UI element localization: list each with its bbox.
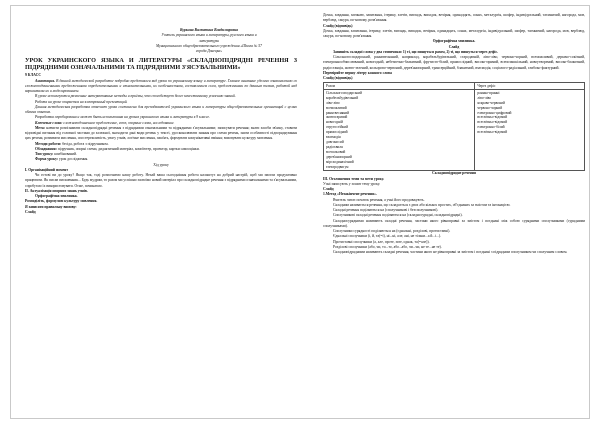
list-item: електронно-білий — [477, 125, 505, 130]
stage2-line: Я записати правильну вимову: — [25, 204, 77, 209]
slide-answer-label: Слайд (відповідь) — [323, 23, 353, 28]
word-table — [323, 82, 585, 171]
table-row — [324, 90, 585, 171]
stage1-text: Чи готові ви до уроку? Якщо так, тоді розпочнемо нашу роботу. Нехай ваша сьогоднішня робота налаштує на добрий настрій, щоб ми змогли продуктивно працювати. Як писав письменник... Будь мудрим, то разом ми успішно засвоїмо новий матеріал про складнопідрядне речення з підрядними означальними та з'ясувальними, спробуємо їх використовувати. Отже, починаємо. — [25, 173, 297, 188]
table-cell-together — [324, 90, 475, 171]
list-item: всесвітньо-відомий — [477, 120, 508, 125]
method-heading: 1.Метод «Незакінчене речення». — [323, 192, 377, 197]
equipment-paragraph: Обладнання: підручник, опорні схеми, дидактичний матеріал, комп'ютер, проектор, картки самооцінки. — [35, 146, 200, 151]
form-paragraph: Форма уроку: урок дослідження. — [35, 157, 89, 162]
annotation-paragraph: Разработка опробирована и может быть использована на уроках украинского языка и литературы в 9 классе. — [35, 115, 211, 120]
stage1-heading: І. Організаційний момент — [25, 167, 69, 172]
lesson-title: УРОК УКРАИНСКОГО ЯЗЫКА И ЛИТЕРАТУРЫ «СКЛАДНОПІДРЯДНІ РЕЧЕННЯ З ПІДРЯДНИМИ ОЗНАЧАЛЬНИМИ ТА ПІДРЯДНИМИ З'ЯСУВАЛЬНИМИ» — [25, 57, 297, 71]
list-item: всесвітньо-відомий — [477, 130, 508, 135]
list-item: мірсходинахічний — [326, 160, 354, 165]
list-item: Сільськогосподарський — [326, 90, 362, 95]
author-name: Куркина Валентина Владимировна — [180, 28, 238, 32]
method-item: Складносурядними називають складні речення, частини якого рівноправні за змістом і поєднані між собою сурядними сполучниками (сурядними сполучниками). — [323, 218, 585, 228]
list-item: отрутостійкий — [326, 125, 348, 130]
method-item: Єднальні сполучники (і, й, та(=і), ні...ні, але, ані, не тільки...а й...і...). — [333, 234, 442, 239]
annotation-paragraph: Работа на уроке опирается на электронный презентаций. — [35, 99, 128, 104]
list-item: ранньо-прянні — [477, 90, 500, 95]
table-header-cell: Через дефіс — [475, 83, 585, 90]
method-item: Складнопідрядними називають складні речення, частини якого не рівноправні за змістом і поєднані з підрядним сполучником чи сполучним словом. — [333, 250, 568, 255]
stage2-line: Розподіліть, формулою культуру мовлення. — [25, 199, 98, 204]
list-item: всеможливий — [326, 105, 347, 110]
method-item: Сполучники сурядності поділяються на (єднальні, розділові, протиставні). — [333, 229, 451, 234]
method-item: Сполучникові складні речення поділяються на (складносурядні, складнопідрядні). — [333, 213, 463, 218]
lesson-type-paragraph: Тип уроку: комбінований. — [35, 152, 77, 157]
author-school: Муниципального общеобразовательного учреждения «Школа № 57 города Донецка» — [156, 43, 262, 53]
annotation-block — [25, 79, 297, 126]
list-item: раннєвесняний — [326, 110, 350, 115]
annotation-paragraph: Данная методическая разработка отвечает урока составлена для преподавателей украинского языка и литературы общеобразовательных организаций с целью обмена опытом. — [25, 104, 297, 115]
check-heading: Перевіряйте першу літеру кожного слова — [323, 70, 392, 75]
method-item: Складним називається речення, що складається з двох або кількох простих, об'єднаних за змістом та інтонацією. — [333, 202, 511, 207]
stage2-line: Орфографічна хвилинка. — [35, 194, 78, 199]
list-item: довгоносий — [326, 140, 344, 145]
orfo-heading: Орфографічна хвилинка. — [432, 39, 476, 44]
table-cell-hyphen — [475, 90, 585, 171]
document-page — [10, 5, 590, 419]
method-item: Складні речення поділяються на (сполучникові і безсполучникові). — [333, 208, 439, 213]
author-block — [153, 28, 265, 54]
list-item: жовтогарячий — [326, 115, 348, 120]
method-item: Протиставні сполучники (а, але, проте, зате, однак, та(=але)). — [333, 239, 430, 244]
author-position: Учитель украинского языка и литературы, русского языка и литературы — [161, 33, 257, 43]
slide-answer-label: Слайд (відповідь) — [323, 76, 353, 80]
goal-paragraph: Мета: навчити розпізнавати складнопідрядні речення з підрядними означальними та підрядними з'ясувальними; записувати речення; знати засоби зв'язку, ставити відповідні питання від головної частини до залежної, знаходити дані види речень у тексті, удосконалювати знання про схеми речень, знати особливості підпорядкування цих речень; розвивати мислення, спостережливість, увагу учнів, логічне мислення, пам'ять, формувати комунікативні вміння; виховувати культуру мовлення. — [25, 125, 297, 141]
stage3-line: Учні записують у зошит тему уроку. — [323, 181, 381, 186]
grade-label: 9 КЛАСС — [25, 73, 41, 78]
words-paragraph: Дочка, завдання, запитання, ітерику, злетів, виглядь, випадок, вечірня, одинадцять, сонях, металургія, індивідуальний, шофер, таємничий, нагорода, мов, верблюд, сакура, по-новому, розв'язання. — [323, 28, 585, 38]
left-column — [25, 28, 297, 215]
list-item: дерев'янопорний — [326, 155, 352, 160]
words-paragraph: Дочка, завдання, загинаю, запитання, ітерику, злетів, виглядь, випадок, вечірня, одинадцять, сонях, металургія, шофер, індивідуальний, таємничий, нагорода, мов, верблюд, сакура, по-новому, розв'язання. — [323, 13, 585, 23]
list-item: прямослідний — [326, 130, 348, 135]
annotation-paragraph: Аннотация. В данной методической разработке подробно представлен вид урока по украинскому языку и литературе. Главное внимание уделено ознакомлению со сложноподчиненными предложениями определительными и изъяснительными, их особенностями, составлением схем, предложениями по данным темам, работой над вариантами их и моделированием. — [25, 78, 297, 94]
list-item: яскраво-червоний — [477, 100, 505, 105]
annotation-paragraph: В уроке используются различные интерактивные методы и приёмы, что способствует более качественному усвоению знаний. — [35, 94, 236, 99]
method-item: Розділові сполучники (або, чи, то...то, або...або, чи...чи, не те...не те). — [333, 244, 442, 249]
list-item: всесвітньо-відомий — [477, 115, 508, 120]
keywords-paragraph: Ключевые слова: сложноподчиненное предложение, союз, опорные слова, исследование. — [35, 120, 175, 125]
list-item: електронно-цифровий — [477, 110, 512, 115]
list-item: червоно-чорний — [477, 105, 503, 110]
list-item: корабельбудівельний — [326, 95, 359, 100]
right-column — [323, 13, 585, 255]
table-header-cell: Разом — [324, 83, 475, 90]
table-header-row — [324, 83, 585, 90]
stage3-heading: ІІІ. Оголошення теми та мети уроку. — [323, 176, 385, 181]
list-item: новогодній — [326, 120, 343, 125]
stage2-heading: ІІ. Актуалізація опорних знань учнів. — [25, 188, 88, 193]
slide-label: Слайд — [448, 44, 460, 49]
slide-label: Слайд — [323, 187, 334, 192]
method-intro: Вчитель читає початок речення, а учні його продовжують. — [333, 197, 425, 202]
list-item: ліво-ліво — [477, 95, 492, 100]
methods-paragraph: Методи роботи: бесіда, робота з підручником. — [35, 141, 109, 146]
list-item: всепольовий — [326, 150, 346, 155]
section-heading: Складнопідрядне речення — [432, 171, 476, 176]
words-paragraph: Сільськогосподарський, раннєвесняний, наприклад, корабельбудівельний, стародавній, ліво-ліво, червоно-чорний, всеможливий, деркачо-сокітний, електроннообчислюваний, новогодній, небезпечно-блакитний, фрутисто-білий, прямослідний, високо-прямий, всепозашкільний, новоутворений, високо-блакитний, радіостанція, жовто-зелений, кольорово-червоний, дерев'янопорний, трансерційний, блакитний, взаємодія, соціолого-радіальний, глибоко-фактурний. — [323, 55, 585, 70]
list-item: ліво-ліво — [326, 100, 340, 105]
list-item: радіохвиля — [326, 145, 343, 150]
list-item: електродвигун — [326, 165, 349, 169]
course-heading: Хід уроку — [153, 162, 169, 167]
list-item: взаємодія — [326, 135, 341, 140]
slide-label: Слайд — [25, 209, 36, 214]
task-paragraph: Запишіть складні слова у два стовпчики: 1) ті, що пишуться разом, 2) ті, що пишуться через дефіс. — [333, 49, 499, 54]
